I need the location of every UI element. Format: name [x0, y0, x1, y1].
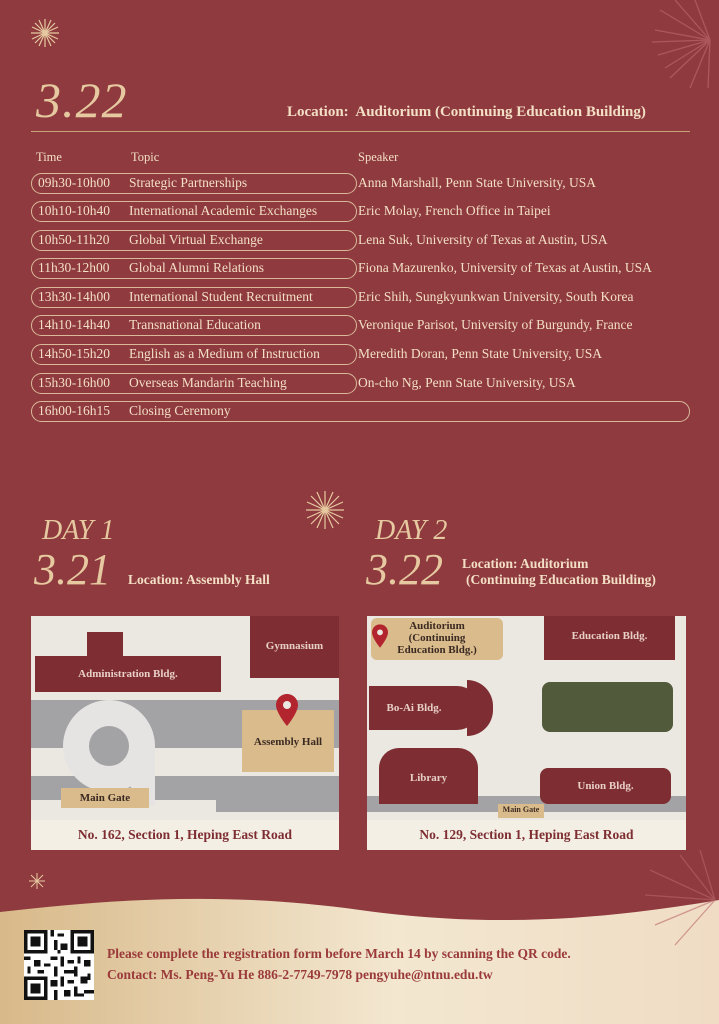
assembly-hall-label: Assembly Hall — [253, 736, 323, 748]
day2-map — [367, 616, 686, 850]
day2-address: No. 129, Section 1, Heping East Road — [367, 820, 686, 850]
boai-label: Bo-Ai Bldg. — [386, 702, 442, 714]
day2-date: 3.22 — [366, 545, 443, 594]
row-topic: Global Alumni Relations — [129, 260, 264, 275]
schedule-date: 3.22 — [36, 72, 128, 128]
row-speaker: Lena Suk, University of Texas at Austin, USA — [358, 232, 608, 247]
row-time: 10h10-10h40 — [38, 203, 110, 218]
row-topic: Global Virtual Exchange — [129, 232, 263, 247]
location-label — [287, 104, 646, 121]
boai-annex — [467, 680, 493, 736]
qr-code[interactable] — [24, 930, 94, 1000]
auditorium-label-line2: (Continuing — [408, 632, 466, 644]
row-time: 14h50-15h20 — [38, 346, 110, 361]
union-label: Union Bldg. — [577, 780, 634, 792]
row-topic: International Student Recruitment — [129, 289, 313, 304]
administration-label: Administration Bldg. — [78, 668, 178, 680]
firework-burst-icon — [640, 850, 719, 950]
row-topic: International Academic Exchanges — [129, 203, 318, 218]
row-speaker: On-cho Ng, Penn State University, USA — [358, 375, 576, 390]
row-speaker: Meredith Doran, Penn State University, USA — [358, 346, 602, 361]
main-gate-label: Main Gate — [79, 792, 131, 804]
day2-location-line1: Location: Auditorium — [462, 556, 589, 571]
sparkle-icon — [305, 490, 345, 530]
day1-map — [31, 616, 339, 850]
education-label: Education Bldg. — [571, 630, 648, 642]
boai-building — [369, 686, 479, 730]
footer — [0, 890, 719, 1024]
main-gate-label: Main Gate — [502, 805, 540, 814]
education-building — [544, 616, 675, 660]
location-pin-icon — [372, 624, 388, 648]
column-header-topic: Topic — [131, 150, 160, 164]
registration-instructions: Please complete the registration form before March 14 by scanning the QR code. — [107, 946, 571, 961]
row-time: 15h30-16h00 — [38, 375, 110, 390]
day1-location: Location: Assembly Hall — [128, 572, 270, 587]
location-label-text: Location: — [287, 104, 349, 120]
union-building — [540, 768, 671, 804]
row-time: 10h50-11h20 — [38, 232, 110, 247]
library-label: Library — [409, 772, 448, 784]
row-speaker: Eric Shih, Sungkyunkwan University, South Korea — [358, 289, 634, 304]
green-field — [542, 682, 673, 732]
header-divider — [31, 131, 690, 132]
row-topic: English as a Medium of Instruction — [129, 346, 320, 361]
row-speaker: Eric Molay, French Office in Taipei — [358, 203, 551, 218]
column-header-time: Time — [36, 150, 62, 164]
sparkle-icon — [28, 872, 46, 890]
sparkle-icon — [30, 18, 60, 48]
gymnasium-label: Gymnasium — [265, 640, 324, 652]
contact-info: Contact: Ms. Peng-Yu He 886-2-7749-7978 pengyuhe@ntnu.edu.tw — [107, 967, 493, 982]
day2-label: DAY 2 — [375, 515, 448, 546]
location-value: Auditorium (Continuing Education Building) — [355, 104, 646, 120]
day1-label: DAY 1 — [42, 515, 115, 546]
gymnasium-building — [250, 616, 339, 678]
auditorium-label — [389, 620, 485, 656]
day1-date: 3.21 — [34, 545, 111, 594]
location-pin-icon — [276, 694, 298, 726]
row-speaker: Anna Marshall, Penn State University, USA — [358, 175, 596, 190]
day1-address: No. 162, Section 1, Heping East Road — [31, 820, 339, 850]
roundabout-island — [89, 726, 129, 766]
row-time: 11h30-12h00 — [38, 260, 110, 275]
administration-tower — [87, 632, 123, 658]
row-time: 16h00-16h15 — [38, 403, 110, 418]
row-time: 13h30-14h00 — [38, 289, 110, 304]
row-speaker: Fiona Mazurenko, University of Texas at Austin, USA — [358, 260, 652, 275]
auditorium-label-line3: Education Bldg.) — [397, 644, 477, 656]
row-time: 14h10-14h40 — [38, 317, 110, 332]
row-speaker: Veronique Parisot, University of Burgundy, France — [358, 317, 633, 332]
row-topic: Strategic Partnerships — [129, 175, 248, 190]
administration-building — [35, 656, 221, 692]
firework-burst-icon — [640, 0, 719, 90]
road — [216, 776, 339, 812]
auditorium-label-line1: Auditorium — [409, 620, 465, 632]
column-header-speaker: Speaker — [358, 150, 399, 164]
row-time: 09h30-10h00 — [38, 175, 110, 190]
row-topic: Transnational Education — [129, 317, 261, 332]
row-topic: Overseas Mandarin Teaching — [129, 375, 287, 390]
day2-location-line2: (Continuing Education Building) — [466, 572, 656, 587]
row-topic: Closing Ceremony — [129, 403, 231, 418]
library-building — [379, 748, 478, 804]
